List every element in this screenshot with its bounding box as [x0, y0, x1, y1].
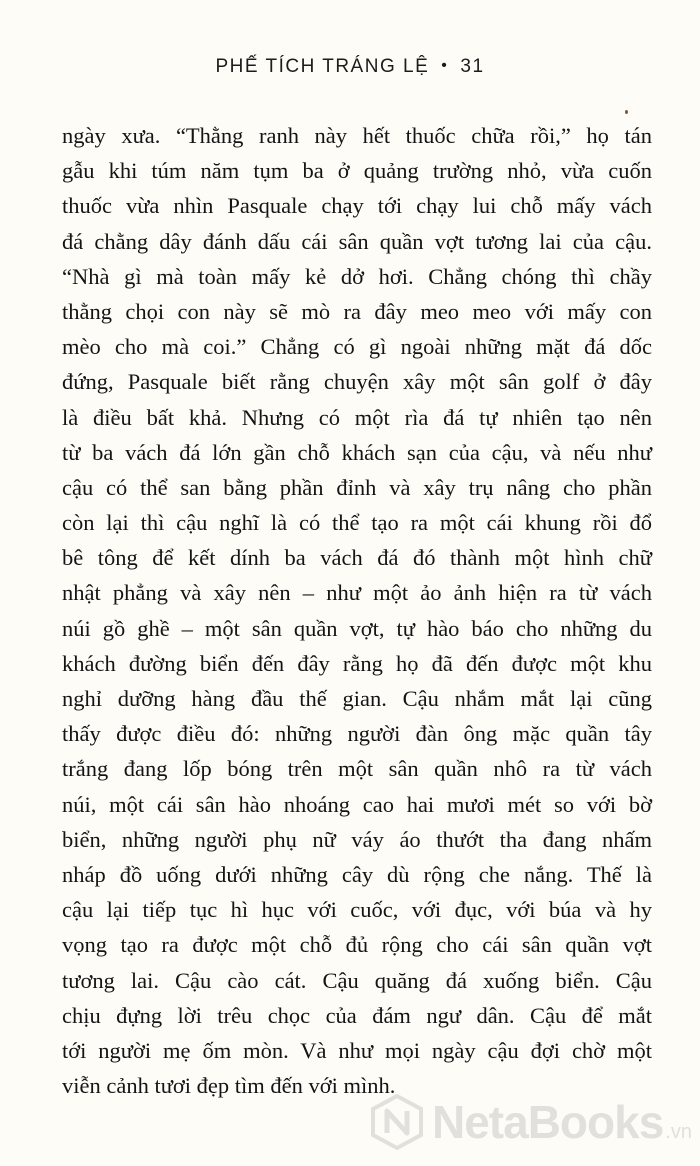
text-line: chịu đựng lời trêu chọc của đám ngư dân. Cậu để mắt: [62, 1002, 652, 1028]
text-line: mèo cho mà coi.” Chẳng có gì ngoài những mặt đá dốc: [62, 334, 652, 360]
body-text: [62, 118, 652, 1103]
text-line: nhật phẳng và xây nên – như một ảo ảnh hiện ra từ vách: [62, 580, 652, 606]
text-line: đá chằng dây đánh dấu cái sân quần vợt tương lai của cậu.: [62, 228, 652, 254]
text-line: vọng tạo ra được một chỗ đủ rộng cho cái sân quần vợt: [62, 932, 652, 958]
text-line: thuốc vừa nhìn Pasquale chạy tới chạy lui chỗ mấy vách: [62, 193, 652, 219]
text-line: cậu có thể san bằng phần đỉnh và xây trụ nâng cho phần: [62, 474, 652, 500]
text-line: từ ba vách đá lớn gần chỗ khách sạn của cậu, và nếu như: [62, 439, 652, 465]
text-line: núi gồ ghề – một sân quần vợt, tự hào báo cho những du: [62, 615, 652, 641]
text-line: ngày xưa. “Thằng ranh này hết thuốc chữa rồi,” họ tán: [62, 123, 652, 148]
text-line: đứng, Pasquale biết rằng chuyện xây một sân golf ở đây: [62, 369, 652, 395]
text-line: tương lai. Cậu cào cát. Cậu quăng đá xuống biển. Cậu: [62, 967, 652, 993]
text-line: tới người mẹ ốm mòn. Và như mọi ngày cậu đợi chờ một: [62, 1037, 652, 1063]
book-title: PHẾ TÍCH TRÁNG LỆ: [215, 56, 430, 77]
page-number: 31: [460, 56, 485, 77]
text-line: núi, một cái sân hào nhoáng cao hai mươi mét so với bờ: [62, 791, 652, 817]
watermark: [368, 1090, 692, 1154]
text-line: là điều bất khả. Nhưng có một rìa đá tự nhiên tạo nên: [62, 404, 652, 430]
text-line: “Nhà gì mà toàn mấy kẻ dở hơi. Chẳng chóng thì chầy: [62, 263, 652, 289]
running-header: [0, 56, 700, 78]
watermark-suffix: .vn: [665, 1121, 692, 1143]
text-line: viễn cảnh tươi đẹp tìm đến với mình.: [62, 1073, 396, 1099]
text-line: trắng đang lốp bóng trên một sân quần nhô ra từ vách: [62, 756, 652, 782]
text-line: còn lại thì cậu nghĩ là có thể tạo ra một cái khung rồi đổ: [62, 510, 652, 536]
text-line: thấy được điều đó: những người đàn ông mặc quần tây: [62, 721, 652, 747]
ink-speck: [625, 110, 628, 114]
text-line: nháp đồ uống dưới những cây dù rộng che nắng. Thế là: [62, 861, 652, 887]
text-line: khách đường biển đến đây rằng họ đã đến được một khu: [62, 650, 652, 676]
text-line: bê tông để kết dính ba vách đá đó thành một hình chữ: [62, 545, 652, 571]
text-line: nghỉ dưỡng hàng đầu thế gian. Cậu nhắm mắt lại cũng: [62, 686, 652, 711]
header-separator: •: [441, 57, 449, 74]
text-line: thằng chọi con này sẽ mò ra đây meo meo với mấy con: [62, 298, 652, 324]
netabooks-logo-icon: [368, 1093, 426, 1151]
watermark-brand: NetaBooks: [432, 1096, 664, 1148]
text-line: biển, những người phụ nữ váy áo thướt tha đang nhấm: [62, 826, 652, 852]
text-line: gẫu khi túm năm tụm ba ở quảng trường nhỏ, vừa cuốn: [62, 158, 652, 184]
text-line: cậu lại tiếp tục hì hục với cuốc, với đục, với búa và hy: [62, 897, 652, 923]
